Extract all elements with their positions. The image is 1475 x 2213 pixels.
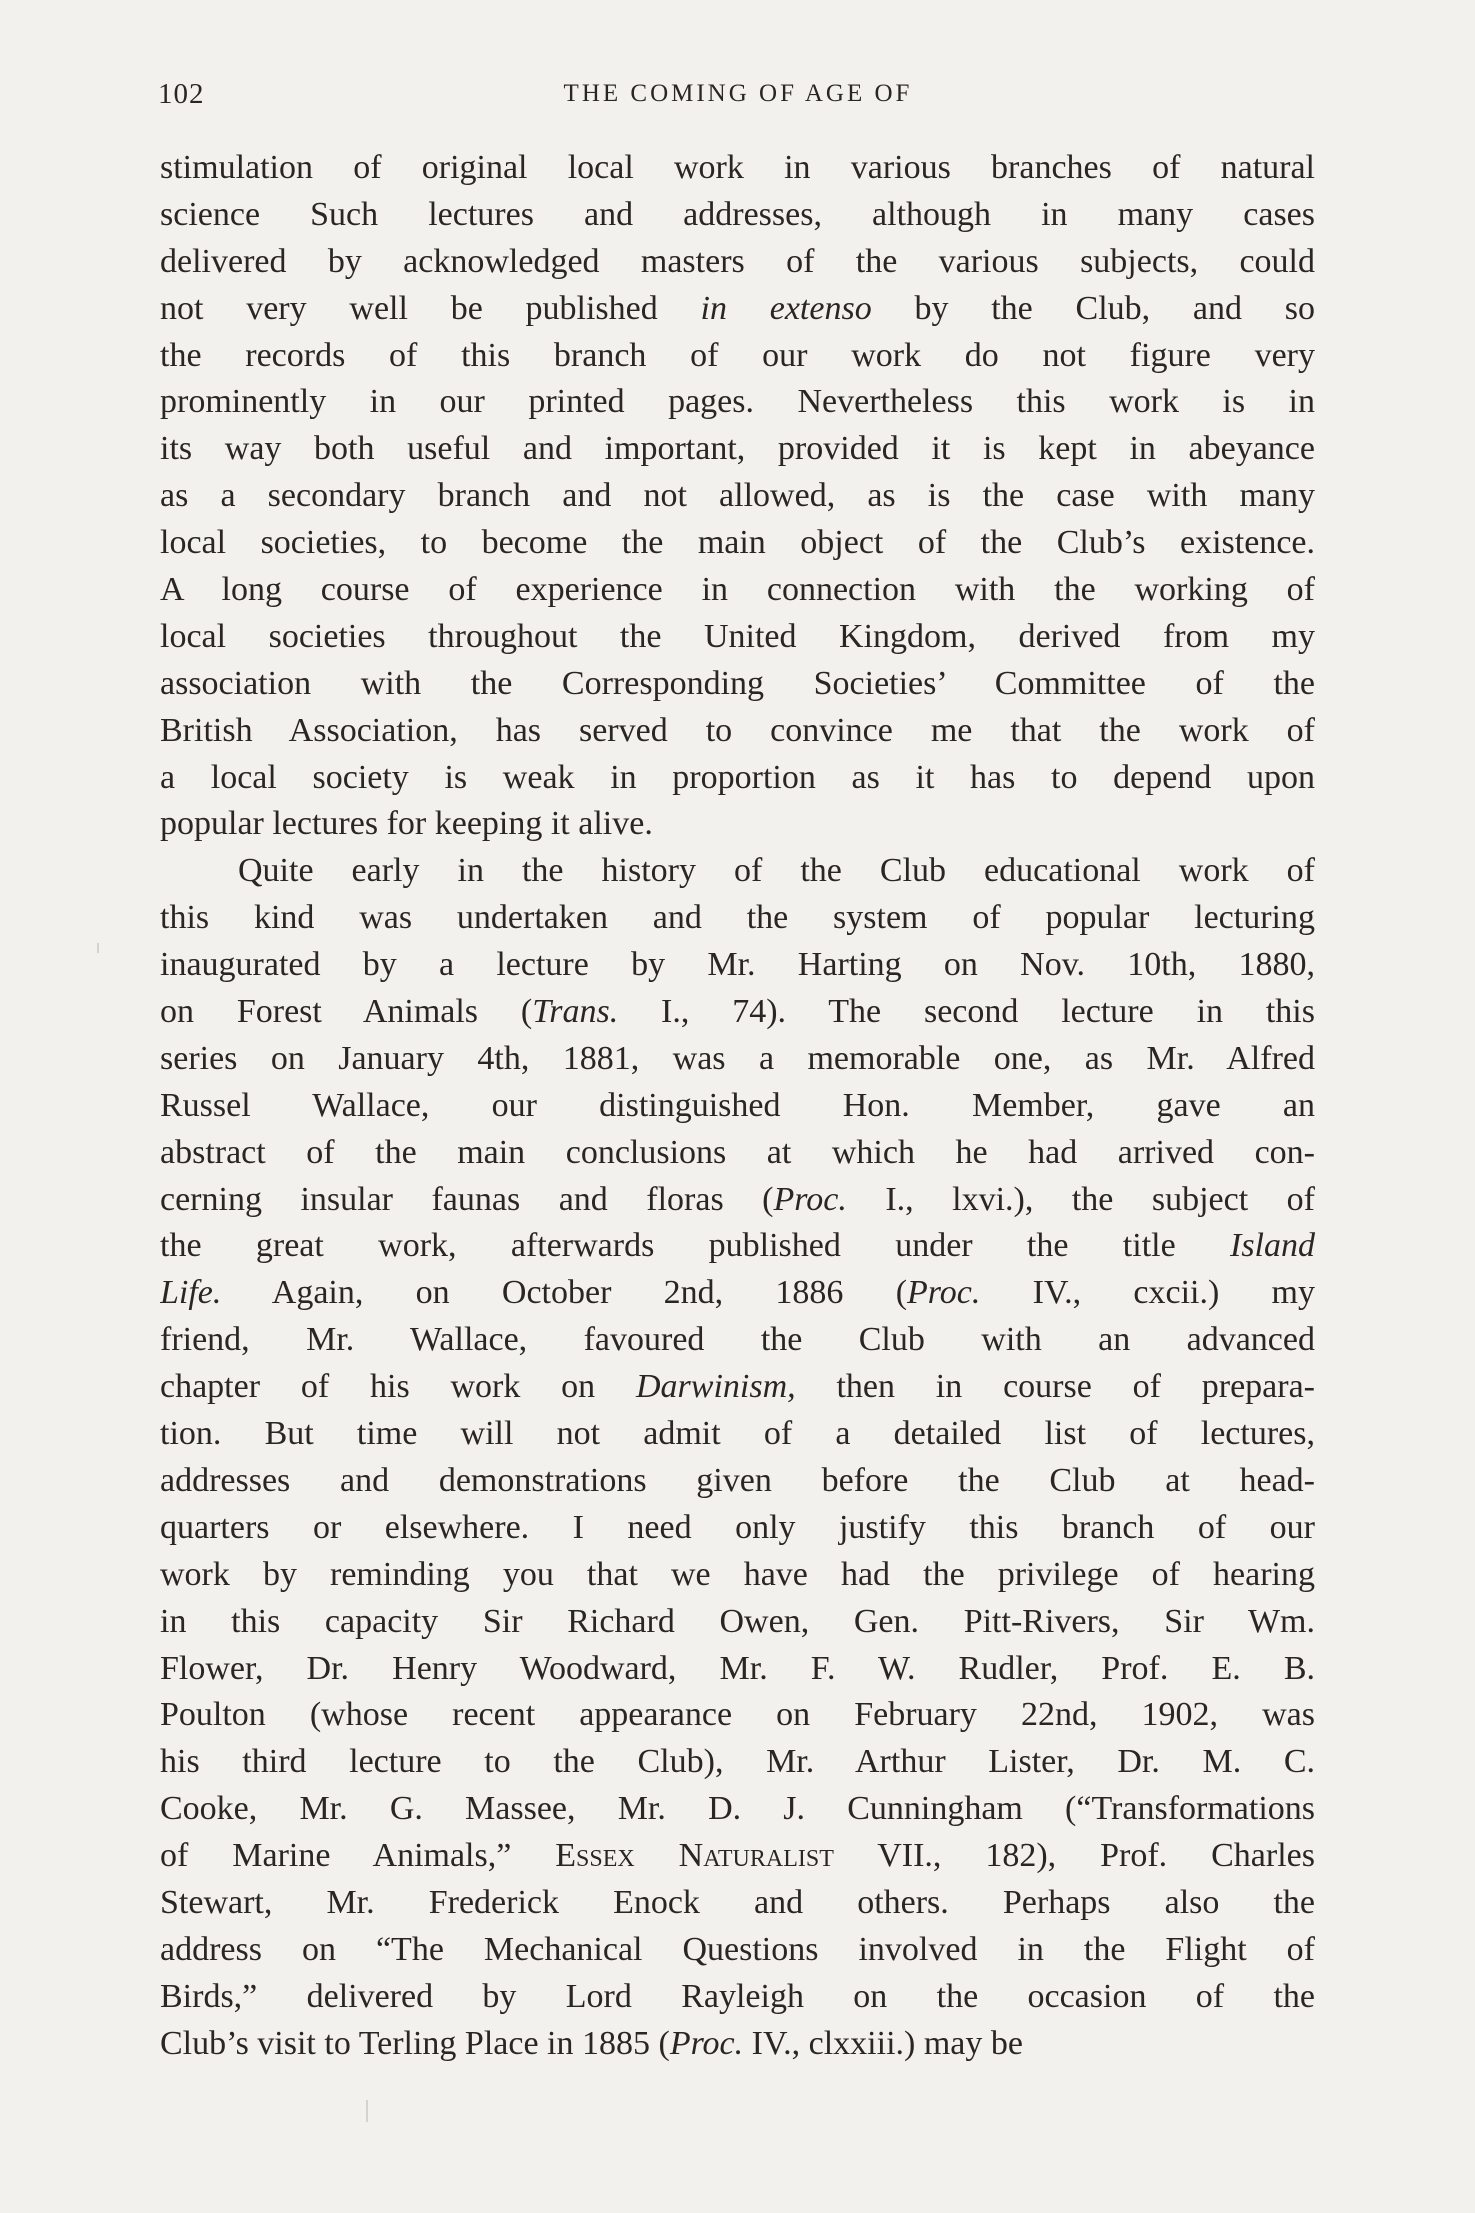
text-run: his third lecture to the Club), Mr. Arthur Lister, Dr. M. C.	[160, 1743, 1315, 1781]
text-line	[160, 473, 1315, 520]
text-run: tion. But time will not admit of a detailed list of lectures,	[160, 1415, 1315, 1453]
text-run: of Marine Animals,”	[160, 1837, 556, 1875]
text-run: local societies, to become the main object of the Club’s existence.	[160, 524, 1315, 562]
text-run: chapter of his work on	[160, 1368, 636, 1406]
text-line	[160, 239, 1315, 286]
text-line	[160, 661, 1315, 708]
text-line	[160, 1692, 1315, 1739]
text-run: Essex Naturalist	[555, 1837, 834, 1875]
text-run: abstract of the main conclusions at which he had arrived con-	[160, 1133, 1315, 1171]
text-run: delivered by acknowledged masters of the various subjects, could	[160, 242, 1315, 280]
text-run: I., 74). The second lecture in this	[618, 993, 1315, 1031]
text-line	[160, 1739, 1315, 1786]
text-line	[160, 1223, 1315, 1270]
text-run: British Association, has served to convince me that the work of	[160, 711, 1315, 749]
text-run: in extenso	[700, 289, 872, 327]
text-line	[160, 942, 1315, 989]
text-line	[160, 1599, 1315, 1646]
text-run: this kind was undertaken and the system of popular lecturing	[160, 899, 1315, 937]
text-line	[160, 755, 1315, 802]
text-run: Darwinism,	[636, 1368, 796, 1406]
text-line	[160, 989, 1315, 1036]
text-line	[160, 801, 1315, 848]
text-line	[160, 1036, 1315, 1083]
text-run: Club’s visit to Terling Place in 1885 (	[160, 2024, 670, 2062]
text-run: science Such lectures and addresses, although in many cases	[160, 195, 1315, 233]
running-head	[158, 78, 1318, 118]
page-number: 102	[158, 78, 205, 110]
text-run: association with the Corresponding Societies’ Committee of the	[160, 664, 1315, 702]
text-line	[160, 1317, 1315, 1364]
text-line	[160, 567, 1315, 614]
text-run: Trans.	[532, 993, 619, 1031]
text-run: Poulton (whose recent appearance on February 22nd, 1902, was	[160, 1696, 1315, 1734]
text-run: local societies throughout the United Kingdom, derived from my	[160, 617, 1315, 655]
text-line	[160, 286, 1315, 333]
text-line	[160, 1458, 1315, 1505]
text-run: the great work, afterwards published under the title	[160, 1227, 1230, 1265]
text-run: prominently in our printed pages. Nevertheless this work is in	[160, 383, 1315, 421]
text-run: Stewart, Mr. Frederick Enock and others. Perhaps also the	[160, 1883, 1315, 1921]
text-line	[160, 426, 1315, 473]
text-line	[160, 708, 1315, 755]
text-run: Proc.	[669, 2024, 744, 2062]
text-line	[160, 2021, 1315, 2068]
text-line	[160, 1364, 1315, 1411]
text-line	[160, 333, 1315, 380]
text-line	[160, 1974, 1315, 2021]
text-line	[160, 895, 1315, 942]
text-run: Island	[1230, 1227, 1315, 1265]
scan-speck	[366, 2100, 368, 2122]
text-line	[160, 520, 1315, 567]
text-run: series on January 4th, 1881, was a memorable one, as Mr. Alfred	[160, 1039, 1315, 1077]
text-line	[160, 1177, 1315, 1224]
text-run: a local society is weak in proportion as it has to depend upon	[160, 758, 1315, 796]
text-line	[160, 1552, 1315, 1599]
text-line	[160, 379, 1315, 426]
text-line	[160, 1833, 1315, 1880]
text-run: Life.	[160, 1274, 222, 1312]
text-run: A long course of experience in connection with the working of	[160, 571, 1315, 609]
text-run: IV., cxcii.) my	[980, 1274, 1315, 1312]
text-run: Quite early in the history of the Club educational work of	[238, 852, 1315, 890]
text-run: not very well be published	[160, 289, 701, 327]
text-run: cerning insular faunas and floras (	[160, 1180, 774, 1218]
text-run: addresses and demonstrations given before the Club at head-	[160, 1461, 1315, 1499]
text-line	[160, 145, 1315, 192]
text-run: quarters or elsewhere. I need only justify this branch of our	[160, 1508, 1315, 1546]
running-title: THE COMING OF AGE OF	[563, 80, 913, 107]
text-line	[160, 1646, 1315, 1693]
text-run: friend, Mr. Wallace, favoured the Club with an advanced	[160, 1321, 1315, 1359]
text-run: VII., 182), Prof. Charles	[833, 1837, 1315, 1875]
text-run: Again, on October 2nd, 1886 (	[221, 1274, 908, 1312]
scan-speck	[97, 943, 99, 953]
text-run: in this capacity Sir Richard Owen, Gen. Pitt-Rivers, Sir Wm.	[160, 1602, 1315, 1640]
text-run: Cooke, Mr. G. Massee, Mr. D. J. Cunningham (“Transformations	[160, 1790, 1315, 1828]
text-run: I., lxvi.), the subject of	[846, 1180, 1315, 1218]
body-text	[160, 145, 1315, 2068]
text-run: then in course of prepara-	[795, 1368, 1315, 1406]
text-run: Proc.	[773, 1180, 847, 1218]
text-run: its way both useful and important, provided it is kept in abeyance	[160, 430, 1315, 468]
text-line	[160, 848, 1315, 895]
text-run: the records of this branch of our work do not figure very	[160, 336, 1315, 374]
text-run: popular lectures for keeping it alive.	[160, 805, 653, 843]
text-run: Proc.	[907, 1274, 981, 1312]
text-line	[160, 1270, 1315, 1317]
text-run: on Forest Animals (	[160, 993, 533, 1031]
text-run: work by reminding you that we have had the privilege of hearing	[160, 1555, 1315, 1593]
text-line	[160, 192, 1315, 239]
text-line	[160, 614, 1315, 661]
text-run: by the Club, and so	[871, 289, 1315, 327]
text-run: address on “The Mechanical Questions involved in the Flight of	[160, 1930, 1315, 1968]
text-run: as a secondary branch and not allowed, as is the case with many	[160, 477, 1315, 515]
text-run: stimulation of original local work in various branches of natural	[160, 149, 1315, 186]
text-line	[160, 1927, 1315, 1974]
text-line	[160, 1130, 1315, 1177]
text-line	[160, 1505, 1315, 1552]
text-line	[160, 1786, 1315, 1833]
text-run: Birds,” delivered by Lord Rayleigh on the occasion of the	[160, 1977, 1315, 2015]
text-run: inaugurated by a lecture by Mr. Harting on Nov. 10th, 1880,	[160, 946, 1315, 984]
text-line	[160, 1411, 1315, 1458]
text-run: Russel Wallace, our distinguished Hon. Member, gave an	[160, 1086, 1315, 1124]
text-run: Flower, Dr. Henry Woodward, Mr. F. W. Rudler, Prof. E. B.	[160, 1649, 1315, 1687]
text-run: IV., clxxiii.) may be	[743, 2024, 1023, 2062]
text-line	[160, 1083, 1315, 1130]
text-line	[160, 1880, 1315, 1927]
